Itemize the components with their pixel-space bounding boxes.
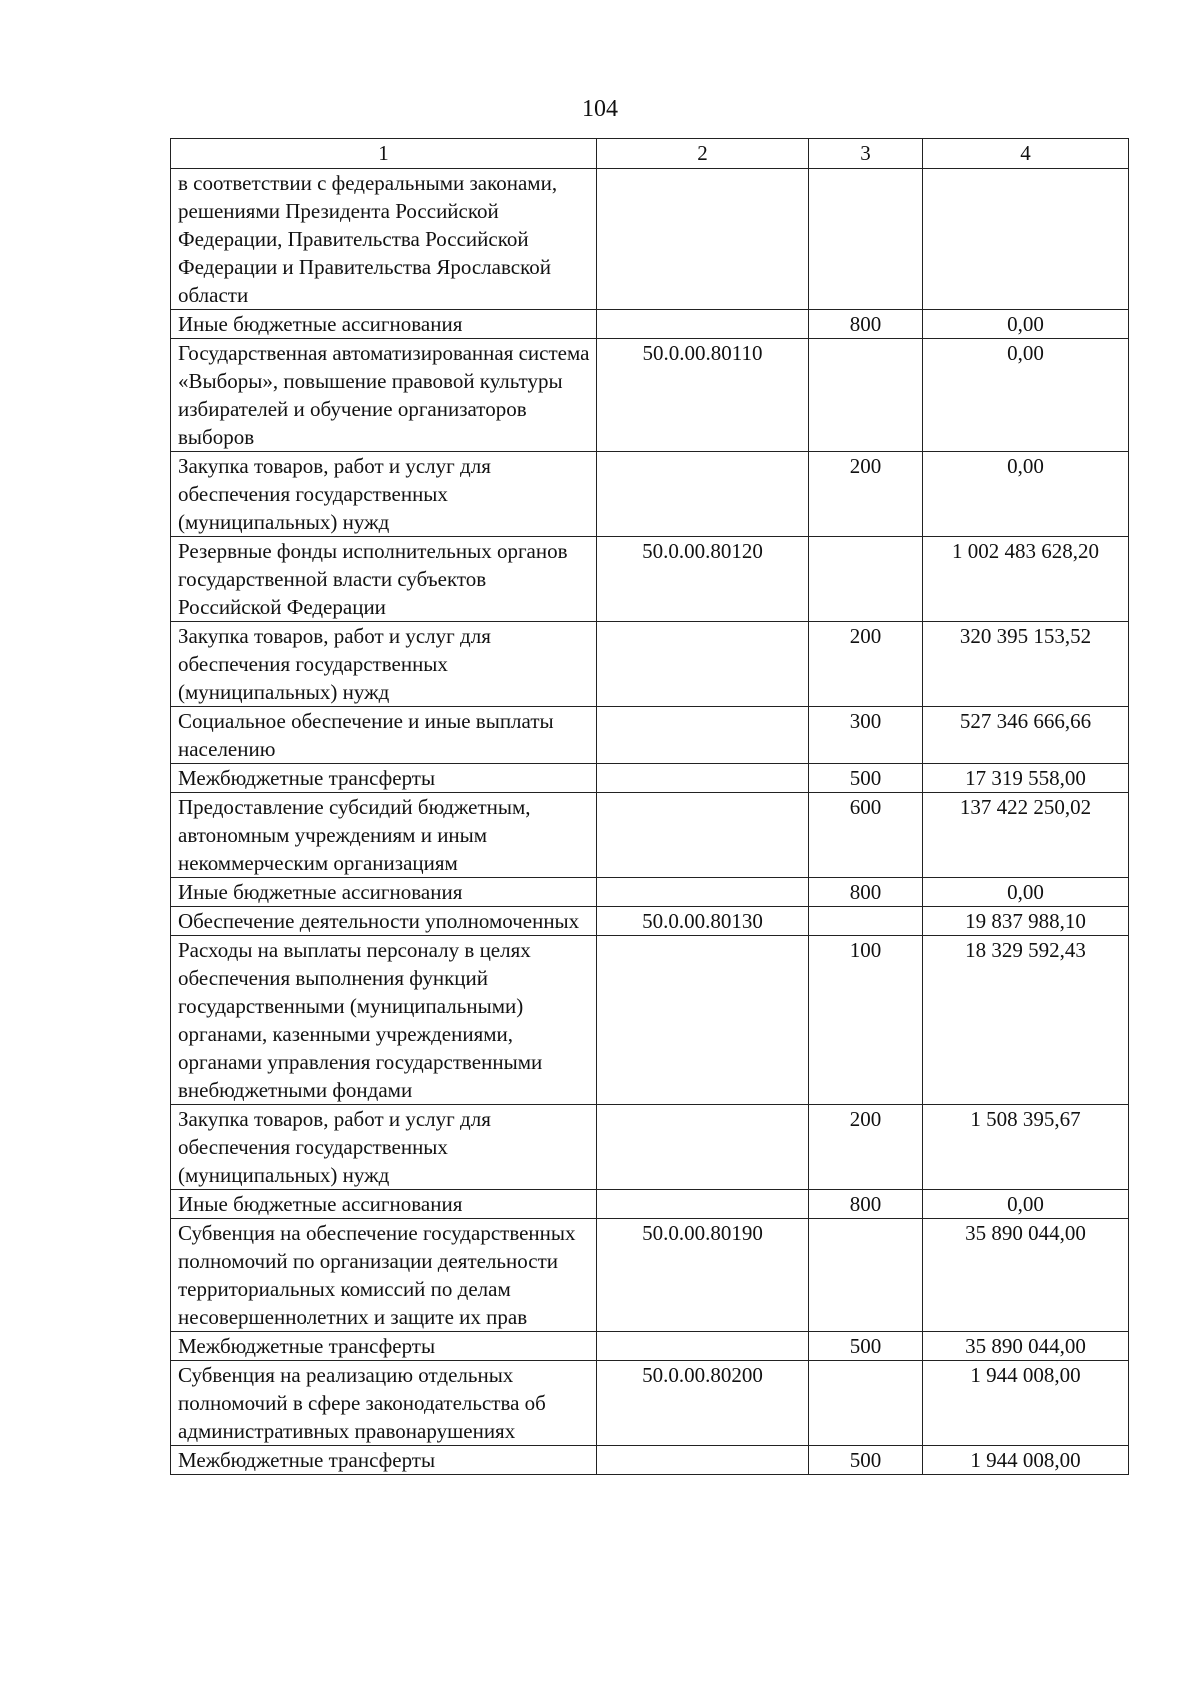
row-code-cell xyxy=(597,169,809,310)
row-type-cell: 100 xyxy=(809,936,923,1105)
row-code-cell: 50.0.00.80200 xyxy=(597,1361,809,1446)
row-name-cell: Иные бюджетные ассигнования xyxy=(171,1190,597,1219)
table-row xyxy=(171,1332,1129,1361)
row-amount-cell: 0,00 xyxy=(923,452,1129,537)
row-type-cell: 200 xyxy=(809,452,923,537)
column-header-4: 4 xyxy=(923,139,1129,169)
table-row xyxy=(171,878,1129,907)
row-code-cell xyxy=(597,707,809,764)
table-row xyxy=(171,793,1129,878)
table-row xyxy=(171,936,1129,1105)
row-code-cell xyxy=(597,1105,809,1190)
row-name-cell: Обеспечение деятельности уполномоченных xyxy=(171,907,597,936)
table-row xyxy=(171,339,1129,452)
row-name-cell: Социальное обеспечение и иные выплаты населению xyxy=(171,707,597,764)
row-amount-cell: 18 329 592,43 xyxy=(923,936,1129,1105)
table-row xyxy=(171,1190,1129,1219)
row-name-cell: Межбюджетные трансферты xyxy=(171,1446,597,1475)
row-code-cell xyxy=(597,1446,809,1475)
row-name-cell: Государственная автоматизированная система «Выборы», повышение правовой культуры избирателей и обучение организаторов выборов xyxy=(171,339,597,452)
row-code-cell xyxy=(597,878,809,907)
row-type-cell xyxy=(809,339,923,452)
row-name-cell: Расходы на выплаты персоналу в целях обеспечения выполнения функций государственными (муниципальными) органами, казенными учреждениями, органами управления государственными внебюджетными фондами xyxy=(171,936,597,1105)
row-name-cell: Межбюджетные трансферты xyxy=(171,764,597,793)
table-row xyxy=(171,1219,1129,1332)
row-type-cell xyxy=(809,1361,923,1446)
row-amount-cell: 1 944 008,00 xyxy=(923,1446,1129,1475)
row-type-cell: 200 xyxy=(809,622,923,707)
row-name-cell: Иные бюджетные ассигнования xyxy=(171,878,597,907)
table-row xyxy=(171,169,1129,310)
row-name-cell: Субвенция на обеспечение государственных полномочий по организации деятельности территориальных комиссий по делам несовершеннолетних и защите их прав xyxy=(171,1219,597,1332)
table-header xyxy=(171,139,1129,169)
table-row xyxy=(171,1105,1129,1190)
row-code-cell xyxy=(597,1332,809,1361)
row-type-cell xyxy=(809,169,923,310)
table-row xyxy=(171,1446,1129,1475)
row-amount-cell: 1 508 395,67 xyxy=(923,1105,1129,1190)
row-amount-cell: 35 890 044,00 xyxy=(923,1332,1129,1361)
row-type-cell: 500 xyxy=(809,1332,923,1361)
header-row xyxy=(171,139,1129,169)
table-row xyxy=(171,707,1129,764)
row-code-cell xyxy=(597,310,809,339)
row-amount-cell: 0,00 xyxy=(923,310,1129,339)
table-row xyxy=(171,622,1129,707)
row-code-cell xyxy=(597,936,809,1105)
row-amount-cell: 0,00 xyxy=(923,1190,1129,1219)
table-row xyxy=(171,452,1129,537)
table-row xyxy=(171,537,1129,622)
table-row xyxy=(171,310,1129,339)
row-name-cell: Иные бюджетные ассигнования xyxy=(171,310,597,339)
row-type-cell: 800 xyxy=(809,310,923,339)
row-type-cell: 800 xyxy=(809,1190,923,1219)
table-row xyxy=(171,764,1129,793)
row-code-cell xyxy=(597,1190,809,1219)
row-type-cell: 600 xyxy=(809,793,923,878)
row-code-cell: 50.0.00.80130 xyxy=(597,907,809,936)
row-type-cell xyxy=(809,1219,923,1332)
row-code-cell xyxy=(597,793,809,878)
row-amount-cell: 19 837 988,10 xyxy=(923,907,1129,936)
row-amount-cell: 527 346 666,66 xyxy=(923,707,1129,764)
page-number: 104 xyxy=(582,96,618,122)
row-type-cell xyxy=(809,907,923,936)
row-code-cell xyxy=(597,622,809,707)
column-header-2: 2 xyxy=(597,139,809,169)
row-name-cell: Закупка товаров, работ и услуг для обеспечения государственных (муниципальных) нужд xyxy=(171,622,597,707)
row-amount-cell: 0,00 xyxy=(923,878,1129,907)
row-amount-cell: 17 319 558,00 xyxy=(923,764,1129,793)
row-type-cell: 500 xyxy=(809,1446,923,1475)
row-code-cell xyxy=(597,764,809,793)
row-amount-cell: 0,00 xyxy=(923,339,1129,452)
row-amount-cell xyxy=(923,169,1129,310)
row-name-cell: Субвенция на реализацию отдельных полномочий в сфере законодательства об административных правонарушениях xyxy=(171,1361,597,1446)
column-header-1: 1 xyxy=(171,139,597,169)
row-code-cell: 50.0.00.80190 xyxy=(597,1219,809,1332)
row-amount-cell: 137 422 250,02 xyxy=(923,793,1129,878)
row-name-cell: в соответствии с федеральными законами, решениями Президента Российской Федерации, Правительства Российской Федерации и Правительства Ярославской области xyxy=(171,169,597,310)
row-type-cell: 200 xyxy=(809,1105,923,1190)
row-code-cell xyxy=(597,452,809,537)
row-amount-cell: 1 002 483 628,20 xyxy=(923,537,1129,622)
row-name-cell: Межбюджетные трансферты xyxy=(171,1332,597,1361)
row-name-cell: Резервные фонды исполнительных органов государственной власти субъектов Российской Федерации xyxy=(171,537,597,622)
row-type-cell: 300 xyxy=(809,707,923,764)
row-amount-cell: 1 944 008,00 xyxy=(923,1361,1129,1446)
row-name-cell: Предоставление субсидий бюджетным, автономным учреждениям и иным некоммерческим организациям xyxy=(171,793,597,878)
table-body xyxy=(171,169,1129,1475)
budget-table xyxy=(170,138,1129,1475)
row-code-cell: 50.0.00.80110 xyxy=(597,339,809,452)
row-code-cell: 50.0.00.80120 xyxy=(597,537,809,622)
row-type-cell xyxy=(809,537,923,622)
row-amount-cell: 35 890 044,00 xyxy=(923,1219,1129,1332)
row-amount-cell: 320 395 153,52 xyxy=(923,622,1129,707)
row-name-cell: Закупка товаров, работ и услуг для обеспечения государственных (муниципальных) нужд xyxy=(171,1105,597,1190)
row-type-cell: 500 xyxy=(809,764,923,793)
row-type-cell: 800 xyxy=(809,878,923,907)
table-row xyxy=(171,907,1129,936)
table-row xyxy=(171,1361,1129,1446)
row-name-cell: Закупка товаров, работ и услуг для обеспечения государственных (муниципальных) нужд xyxy=(171,452,597,537)
column-header-3: 3 xyxy=(809,139,923,169)
